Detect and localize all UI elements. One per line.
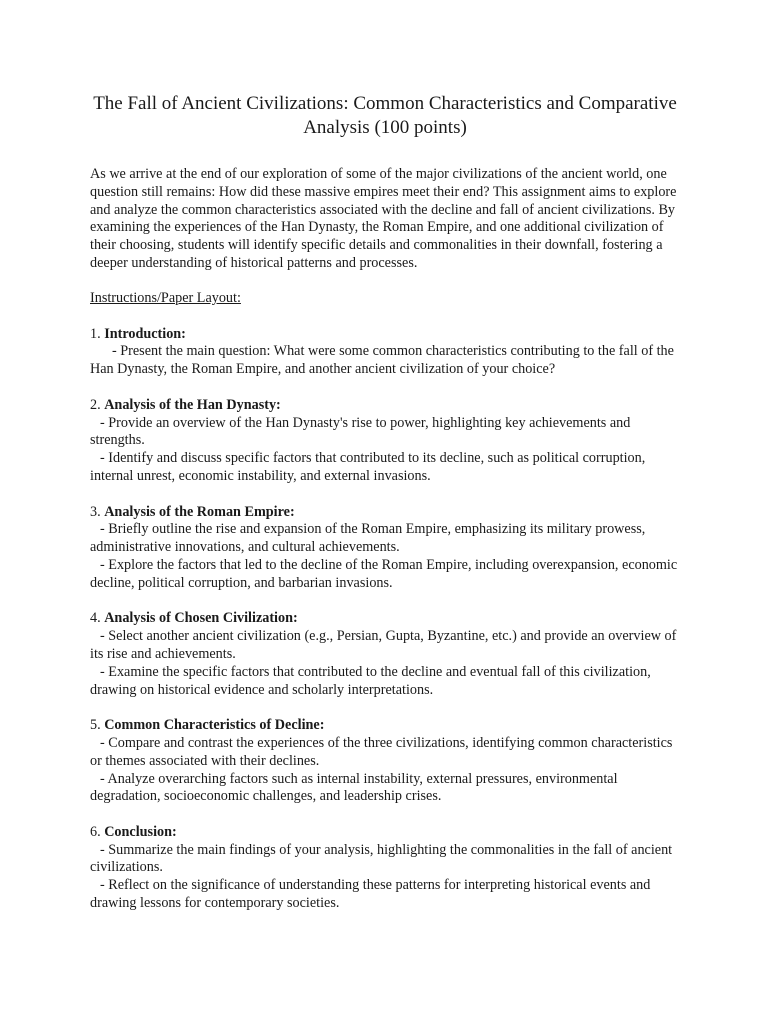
section-number: 4. [90,610,101,627]
document-title: The Fall of Ancient Civilizations: Common Characteristics and Comparative Analysis (100 points) [93,93,677,138]
section-number: 3. [90,503,101,520]
section-point: - Reflect on the significance of understanding these patterns for interpreting historical events and drawing lessons for contemporary societies. [90,877,651,912]
section-introduction [90,326,680,379]
section-han-dynasty [90,397,680,486]
section-point: - Present the main question: What were some common characteristics contributing to the fall of the Han Dynasty, the Roman Empire, and another ancient civilization of your choice? [90,343,674,378]
section-number: 5. [90,717,101,734]
section-common-characteristics [90,717,680,806]
section-point: - Explore the factors that led to the decline of the Roman Empire, including overexpansion, economic decline, political corruption, and barbarian invasions. [90,556,678,591]
section-point: - Identify and discuss specific factors that contributed to its decline, such as political corruption, internal unrest, economic instability, and external invasions. [90,450,646,484]
document-page [90,92,680,931]
section-title [90,326,680,344]
sections-list [90,326,680,913]
section-title [90,824,680,842]
section-number: 6. [90,823,101,840]
section-heading: Introduction: [104,325,186,342]
section-number: 2. [90,396,101,413]
section-chosen-civilization [90,610,680,699]
section-title [90,397,680,415]
section-point: - Select another ancient civilization (e.g., Persian, Gupta, Byzantine, etc.) and provide an overview of its rise and achievements. [90,628,677,662]
section-point: - Compare and contrast the experiences of the three civilizations, identifying common characteristics or themes associated with their declines. [90,734,673,769]
section-heading: Conclusion: [104,823,177,840]
section-heading: Common Characteristics of Decline: [104,717,325,734]
section-heading: Analysis of Chosen Civilization: [104,610,298,627]
instructions-heading: Instructions/Paper Layout: [90,289,241,306]
section-title [90,504,680,522]
section-point: - Examine the specific factors that contributed to the decline and eventual fall of this civilization, drawing on historical evidence and scholarly interpretations. [90,663,651,698]
section-point: - Summarize the main findings of your analysis, highlighting the commonalities in the fall of ancient civilizations. [90,841,673,876]
section-roman-empire [90,504,680,593]
section-point: - Briefly outline the rise and expansion of the Roman Empire, emphasizing its military prowess, administrative innovations, and cultural achievements. [90,521,646,556]
section-heading: Analysis of the Roman Empire: [104,503,295,520]
section-point: - Analyze overarching factors such as internal instability, external pressures, environmental degradation, socioeconomic challenges, and leadership crises. [90,770,618,805]
section-heading: Analysis of the Han Dynasty: [104,396,281,413]
section-number: 1. [90,325,101,342]
section-title [90,717,680,735]
section-point: - Provide an overview of the Han Dynasty's rise to power, highlighting key achievements and strengths. [90,414,631,449]
section-title [90,610,680,628]
section-conclusion [90,824,680,913]
intro-paragraph: As we arrive at the end of our exploration of some of the major civilizations of the ancient world, one question still remains: How did these massive empires meet their end? This assignment aims to explore and analyze the common characteristics associated with the decline and fall of ancient civilizations. By examining the experiences of the Han Dynasty, the Roman Empire, and one additional civilization of their choosing, students will identify specific details and commonalities in their downfall, fostering a deeper understanding of historical patterns and processes. [90,166,677,271]
